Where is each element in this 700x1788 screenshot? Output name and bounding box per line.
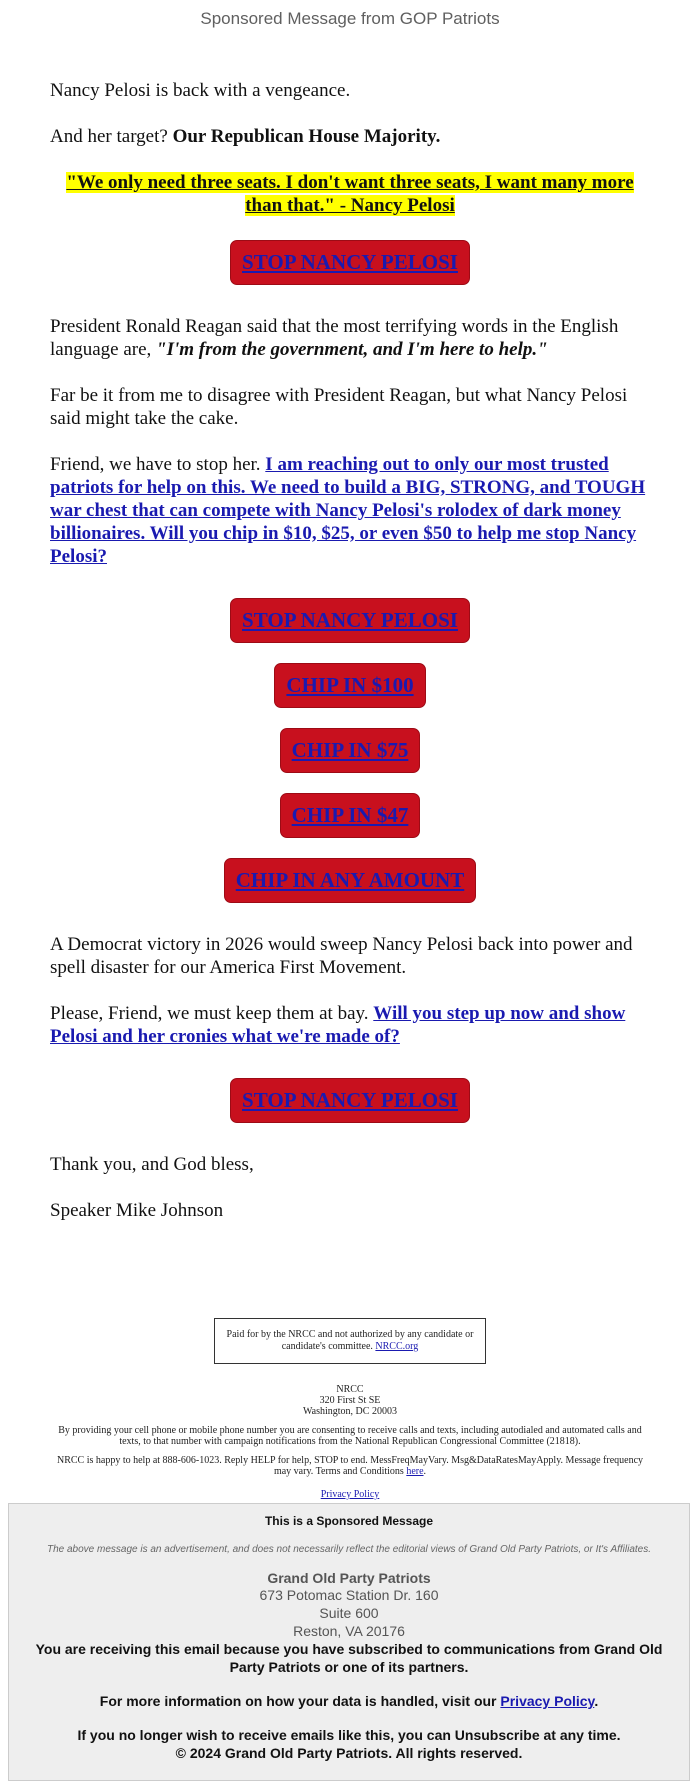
gop-patriots-name: Grand Old Party Patriots (267, 1570, 431, 1586)
target-bold: Our Republican House Majority. (172, 126, 441, 147)
consent-text: By providing your cell phone or mobile phone number you are consenting to receive calls and texts, including autodialed and automated calls and texts, to that number with campaign notifications from the National Republican Congressional Committee (21818). (58, 1425, 642, 1447)
signature: Speaker Mike Johnson (50, 1200, 224, 1221)
data-notice: For more information on how your data is handled, visit our Privacy Policy. (99, 1693, 599, 1709)
closing-line: Thank you, and God bless, (50, 1154, 254, 1175)
donate-buttons (50, 598, 650, 903)
ask-link[interactable]: I am reaching out to only our most trusted patriots for help on this. We need to build a BIG, STRONG, and TOUGH war chest that can compete with Nancy Pelosi's rolodex of dark money billionaires. Will you chip in $10, $25, or even $50 to help me stop Nancy Pelosi? (50, 454, 646, 567)
target-lead: And her target? (50, 126, 173, 147)
victory-paragraph: A Democrat victory in 2026 would sweep Nancy Pelosi back into power and spell disaster for our America First Movement. (50, 934, 633, 978)
address-line-3: Reston, VA 20176 (293, 1623, 405, 1639)
target-paragraph (50, 125, 650, 148)
subscribed-notice: You are receiving this email because you have subscribed to communications from Grand Old Party Patriots or one of its partners. (35, 1641, 663, 1675)
terms-link[interactable]: here (406, 1466, 424, 1477)
intro-paragraph: Nancy Pelosi is back with a vengeance. (50, 80, 351, 101)
paid-for-wrap (0, 1318, 700, 1364)
nrcc-address (0, 1384, 700, 1417)
stop-pelosi-button-3[interactable]: STOP NANCY PELOSI (230, 1078, 470, 1123)
ask-lead: Friend, we have to stop her. (50, 454, 266, 475)
sponsored-title: This is a Sponsored Message (264, 1514, 434, 1528)
nrcc-city: Washington, DC 20003 (303, 1406, 397, 1417)
bay-paragraph (50, 1002, 650, 1048)
nrcc-privacy-link[interactable]: Privacy Policy (320, 1489, 380, 1500)
sponsor-header: Sponsored Message from GOP Patriots (200, 9, 500, 28)
paid-for-text: Paid for by the NRCC and not authorized by any candidate or candidate's committee. (226, 1329, 474, 1352)
unsubscribe-notice[interactable]: If you no longer wish to receive emails like this, you can Unsubscribe at any time. (77, 1727, 621, 1743)
disagree-paragraph: Far be it from me to disagree with President Reagan, but what Nancy Pelosi said might take the cake. (50, 385, 628, 429)
footer-privacy-link[interactable]: Privacy Policy (500, 1693, 595, 1709)
stop-pelosi-button-1[interactable]: STOP NANCY PELOSI (230, 240, 470, 285)
bay-lead: Please, Friend, we must keep them at bay. (50, 1003, 374, 1024)
help-text: NRCC is happy to help at 888-606-1023. Reply HELP for help, STOP to end. MessFreqMayVary. Msg&DataRatesMayApply. Message frequency may vary. Terms and Conditions here. (56, 1455, 644, 1477)
paid-for-box (214, 1318, 486, 1364)
email-body (0, 43, 700, 1222)
sponsored-footer (8, 1503, 690, 1781)
copyright: © 2024 Grand Old Party Patriots. All rights reserved. (175, 1745, 523, 1761)
pelosi-quote (50, 171, 650, 217)
ask-paragraph (50, 453, 650, 568)
address-line-2: Suite 600 (319, 1605, 379, 1621)
bay-link[interactable]: Will you step up now and show Pelosi and her cronies what we're made of? (50, 1003, 626, 1047)
ad-disclaimer: The above message is an advertisement, and does not necessarily reflect the editorial views of Grand Old Party Patriots, or It's Affiliates. (46, 1544, 652, 1555)
chip-in-any-button[interactable]: CHIP IN ANY AMOUNT (224, 858, 477, 903)
pelosi-quote-text: "We only need three seats. I don't want three seats, I want many more than that." - Nancy Pelosi (66, 172, 634, 216)
chip-in-75-button[interactable]: CHIP IN $75 (280, 728, 421, 773)
nrcc-street: 320 First St SE (319, 1395, 381, 1406)
nrcc-link[interactable]: NRCC.org (375, 1341, 419, 1352)
chip-in-100-button[interactable]: CHIP IN $100 (274, 663, 425, 708)
reagan-lead: President Ronald Reagan said that the most terrifying words in the English language are, (50, 316, 619, 360)
help-body: NRCC is happy to help at 888-606-1023. Reply HELP for help, STOP to end. MessFreqMayVary. Msg&DataRatesMayApply. Message frequency may vary. Terms and Conditions (56, 1455, 644, 1477)
reagan-quote: "I'm from the government, and I'm here to help." (156, 339, 548, 360)
address-line-1: 673 Potomac Station Dr. 160 (259, 1587, 439, 1603)
data-notice-lead: For more information on how your data is handled, visit our (99, 1693, 501, 1709)
nrcc-name: NRCC (336, 1384, 364, 1395)
chip-in-47-button[interactable]: CHIP IN $47 (280, 793, 421, 838)
stop-pelosi-button-2[interactable]: STOP NANCY PELOSI (230, 598, 470, 643)
reagan-paragraph (50, 315, 650, 361)
